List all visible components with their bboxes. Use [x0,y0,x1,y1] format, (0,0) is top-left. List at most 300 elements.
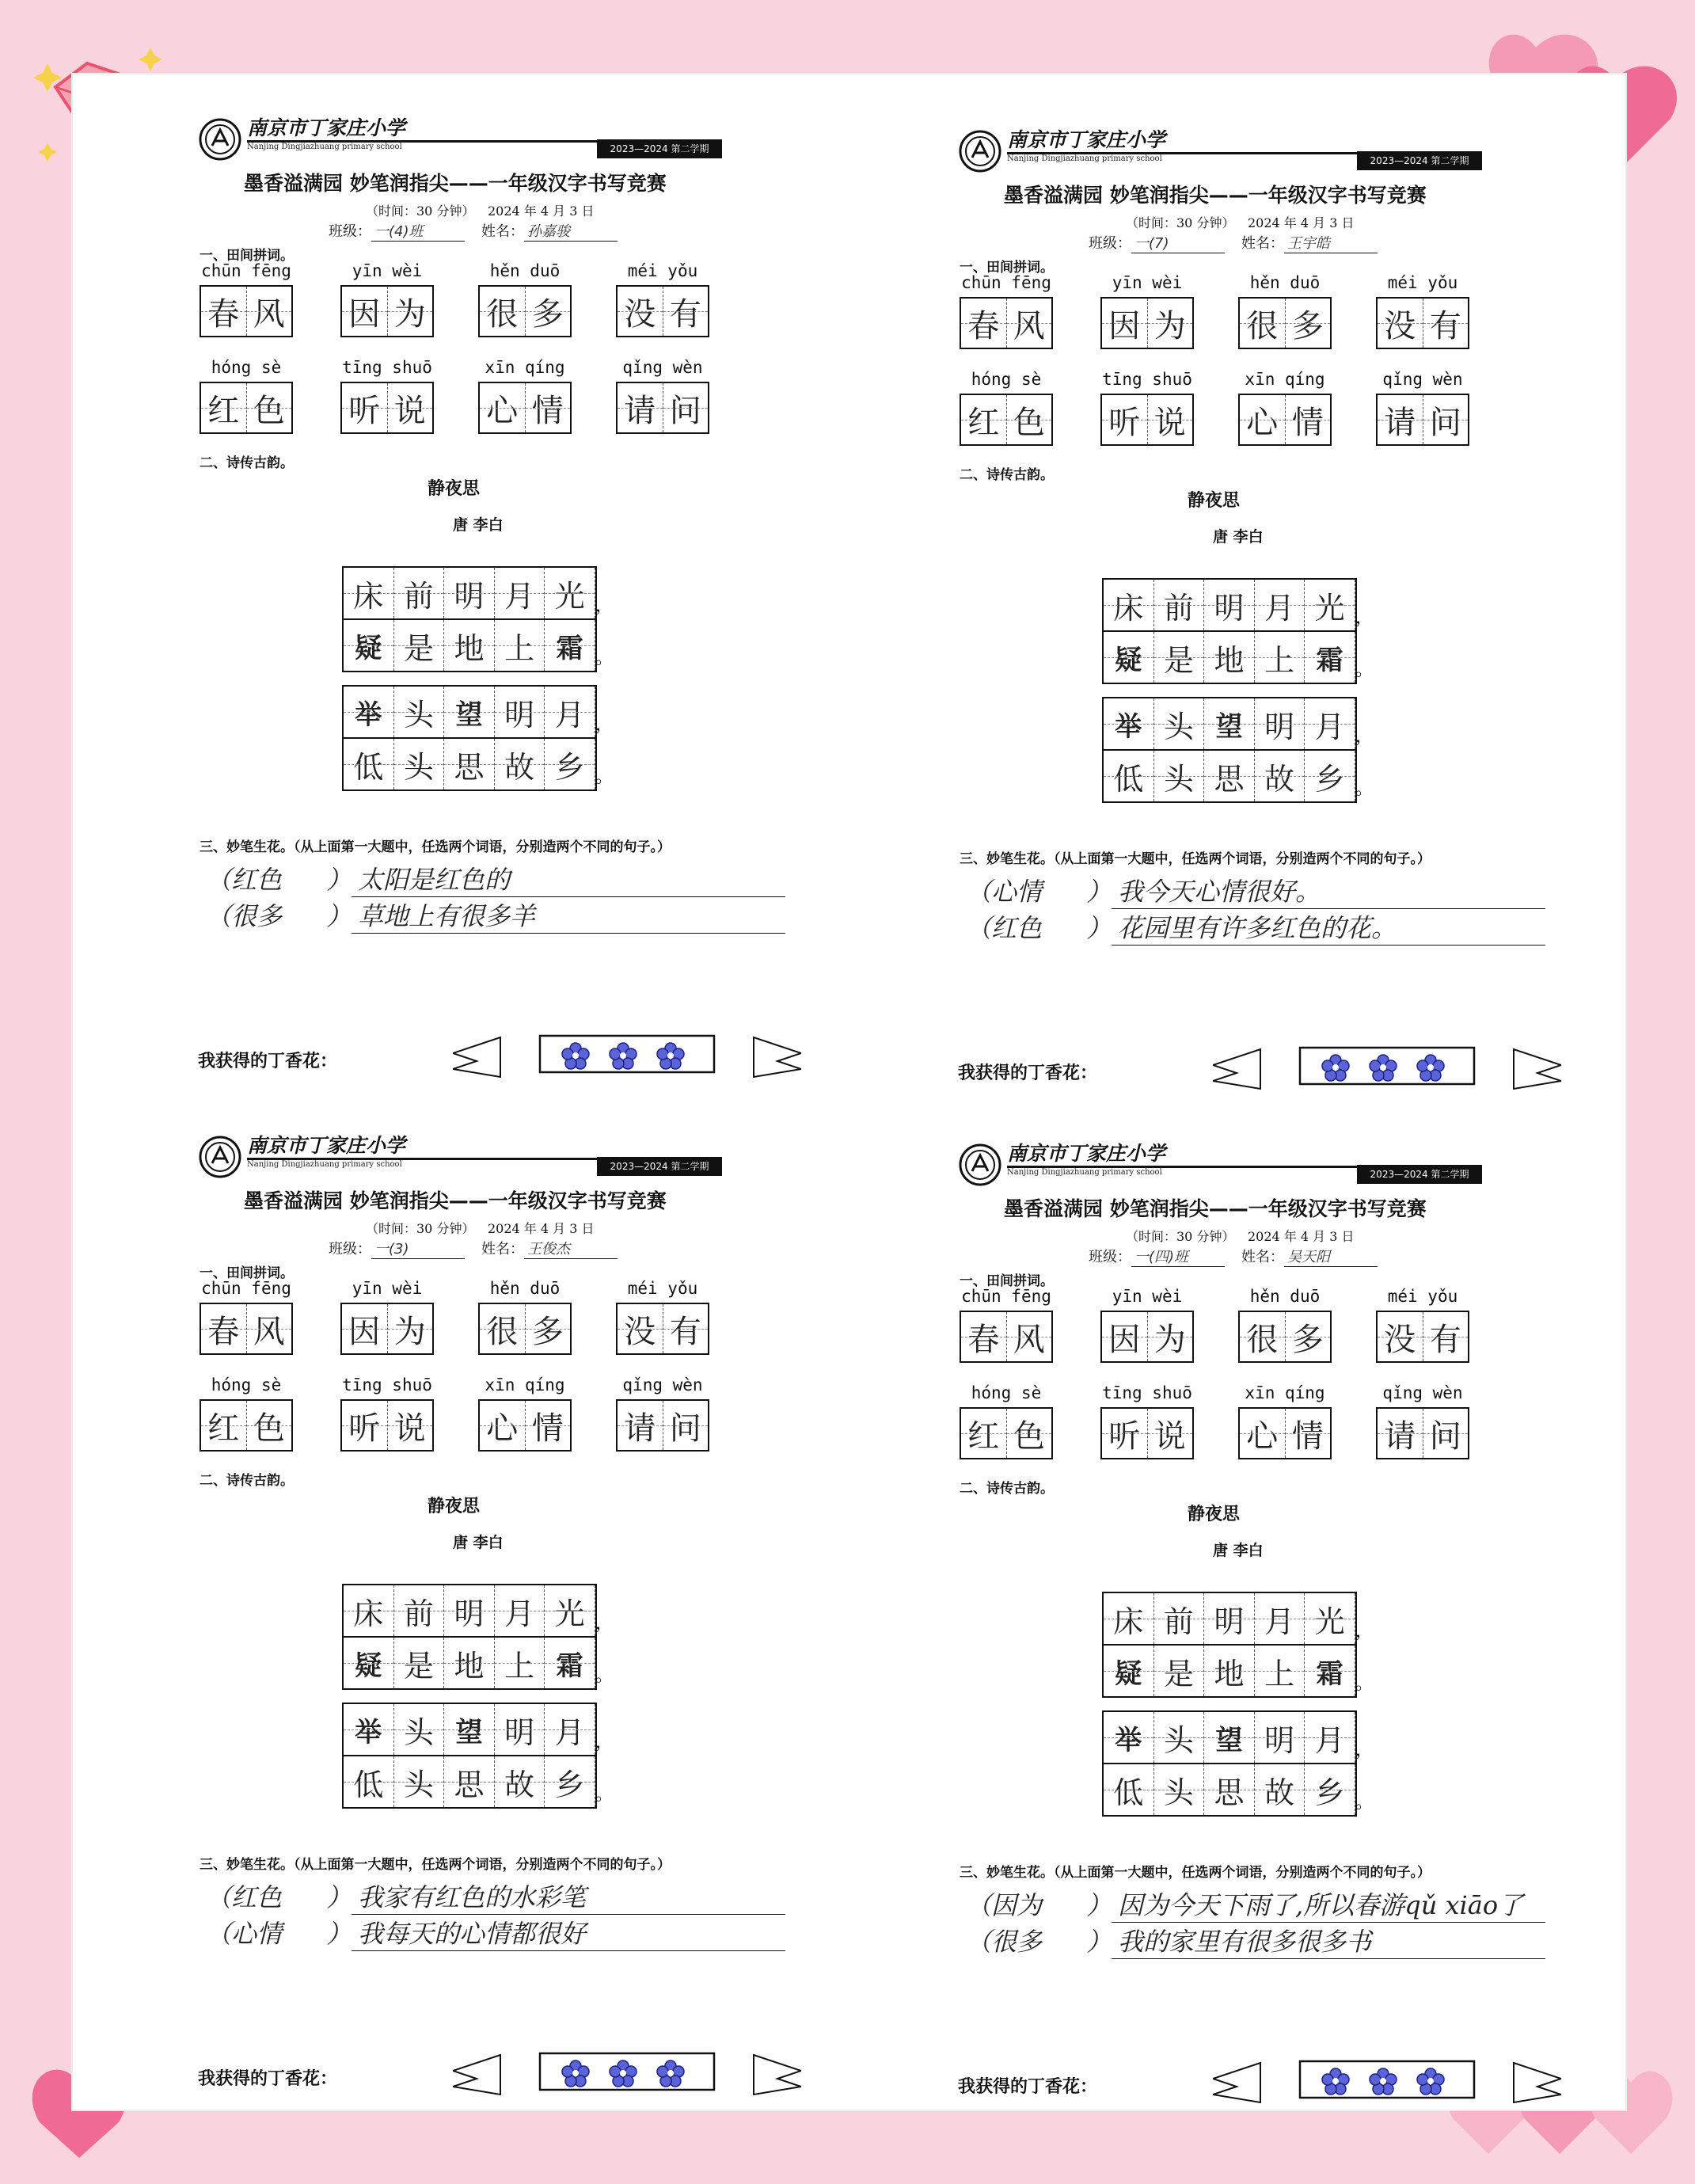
contest-title: 墨香溢满园 妙笔润指尖——一年级汉字书写竞赛 [244,172,667,195]
school-name: 南京市丁家庄小学 [247,116,406,139]
words.3.chars-cell[interactable]: 没 [1378,299,1423,348]
poem-cell[interactable]: 月 [1255,1593,1305,1644]
pinyin-text: qǐng wèn [622,358,703,377]
poem-author: 唐 李白 [1213,528,1264,546]
writing-boxes [478,1303,572,1355]
pinyin-text: méi yǒu [627,1279,698,1298]
writing-boxes [616,1399,709,1452]
date-label: 2024 年 4 月 3 日 [1248,1229,1355,1244]
pinyin-word [1238,1287,1332,1363]
sentence-line: （红色 ） 花园里有许多红色的花。 [966,908,1524,945]
name-label: 姓名： [1241,235,1284,252]
poem-cell[interactable]: 上 [495,620,545,671]
pinyin-word [960,370,1053,446]
pinyin-text: méi yǒu [627,261,698,280]
class-value[interactable]: 一(3) [371,1238,465,1259]
words.4.chars-cell[interactable]: 红 [961,1409,1007,1458]
pinyin-word [1100,273,1194,349]
pinyin-text: méi yǒu [1387,1287,1458,1306]
school-logo-icon [958,129,1002,173]
poem-line [342,1703,613,1756]
poem-cell[interactable]: 明 [495,687,545,737]
class-value[interactable]: 一(4)班 [371,220,465,242]
poem-cell[interactable]: 床 [1104,580,1154,630]
words.4.chars-cell[interactable]: 色 [1007,395,1052,444]
sentence-word[interactable]: 红色 [231,865,283,895]
school-name: 南京市丁家庄小学 [1007,1142,1166,1165]
sentence-line: （很多 ） 草地上有很多羊 [206,896,764,933]
poem-line [1102,1763,1373,1817]
writing-boxes [1376,394,1469,446]
poem-line [342,1755,613,1809]
words.3.chars-cell[interactable]: 没 [1378,1312,1423,1361]
section-3-title: 三、妙笔生花。（从上面第一大题中，任选两个词语，分别造两个不同的句子。） [960,851,1431,867]
poem-cell[interactable]: 故 [495,739,545,790]
words.3.chars-cell[interactable]: 有 [663,287,709,336]
poem-cell[interactable]: 乡 [1305,1764,1355,1815]
words.3.chars-cell[interactable]: 有 [1423,1312,1469,1361]
pinyin-word [340,358,434,434]
poem-cell[interactable]: 头 [1154,1764,1205,1815]
poem-cell[interactable]: 举 [1104,1712,1154,1763]
poem-title: 静夜思 [428,1497,481,1516]
sentence-word[interactable]: 很多 [231,901,283,931]
time-label: （时间：30 分钟） [1126,215,1235,230]
poem-cell[interactable]: 床 [1104,1593,1154,1644]
poem-cell[interactable]: 上 [1255,1646,1305,1696]
poem-punct: 。 [595,1666,613,1686]
pinyin-text: chūn fēng [961,273,1051,292]
sentence-line: （心情 ） 我每天的心情都很好 [206,1914,764,1950]
poem-cell[interactable]: 思 [444,739,495,790]
words.7.chars-cell[interactable]: 问 [1423,1409,1469,1458]
poem-cell[interactable]: 头 [394,687,445,737]
section-2-title: 二、诗传古韵。 [200,455,294,471]
poem-cell[interactable]: 低 [344,1756,394,1807]
poem-cell[interactable]: 床 [344,568,394,618]
poem-punct: 。 [1355,1793,1373,1813]
writing-boxes [200,1399,293,1452]
pinyin-word [960,1383,1053,1459]
poem-cell[interactable]: 明 [1204,580,1255,630]
poem-cell[interactable]: 光 [545,568,595,618]
poem-cell[interactable]: 前 [394,568,445,618]
poem-punct: ， [1355,1622,1373,1642]
pinyin-text: qǐng wèn [1382,1383,1463,1402]
poem-line [342,566,613,620]
poem-cell[interactable]: 是 [394,620,445,671]
poem-cell[interactable]: 月 [1255,580,1305,630]
poem-cell[interactable]: 头 [1154,751,1205,801]
words.6.chars-cell[interactable]: 心 [1240,1409,1286,1458]
words.1.chars-cell[interactable]: 为 [1148,299,1193,348]
worksheet-4 [887,1136,1627,2114]
poem-punct: ， [595,715,613,735]
poem-cell[interactable]: 地 [1204,632,1255,683]
flower-ribbon [1213,1041,1561,1097]
poem-cell[interactable]: 举 [1104,698,1154,749]
words.7.chars-cell[interactable]: 问 [1423,395,1469,444]
writing-boxes [340,285,434,337]
pinyin-word [1100,1287,1194,1363]
poem-cell[interactable]: 明 [1204,1593,1255,1644]
poem-cell[interactable]: 乡 [545,1756,595,1807]
writing-boxes [340,382,434,434]
poem-line [1102,1710,1373,1764]
writing-boxes [960,394,1053,446]
words.2.chars-cell[interactable]: 很 [480,287,526,336]
words.7.chars-cell[interactable]: 请 [618,1401,663,1450]
section-1-title: 一、田间拼词。 [200,1265,294,1281]
words.1.chars-cell[interactable]: 因 [342,1304,388,1353]
class-field [1089,1246,1225,1267]
poem-cell[interactable]: 举 [344,1704,394,1755]
poem-cell[interactable]: 疑 [1104,1646,1154,1696]
name-value[interactable]: 王宇皓 [1284,232,1378,253]
words.5.chars-cell[interactable]: 说 [1148,395,1193,444]
pinyin-word [478,1375,572,1452]
words.4.chars-cell[interactable]: 红 [201,383,247,432]
poem-punct: 。 [595,1785,613,1805]
sentence-text[interactable]: 因为今天下雨了,所以春游qǔ xiāo了 [1112,1885,1545,1923]
words.3.chars-cell[interactable]: 有 [663,1304,709,1353]
words.0.chars-cell[interactable]: 春 [961,299,1007,348]
words.6.chars-cell[interactable]: 情 [1286,1409,1331,1458]
poem-cell[interactable]: 思 [1204,1764,1255,1815]
writing-boxes [1238,1311,1332,1363]
words.0.chars-cell[interactable]: 风 [1007,299,1052,348]
pinyin-text: chūn fēng [961,1287,1051,1306]
poem-cell[interactable]: 上 [1255,632,1305,683]
poem-cell[interactable]: 明 [495,1704,545,1755]
poem-cell[interactable]: 头 [1154,1712,1205,1763]
poem-cell[interactable]: 霜 [1305,1646,1355,1696]
poem-cell[interactable]: 望 [1204,698,1255,749]
words.4.chars-cell[interactable]: 色 [1007,1409,1052,1458]
sentence-text[interactable]: 草地上有很多羊 [352,896,785,934]
poem-line [342,685,613,739]
poem-cell[interactable]: 乡 [545,739,595,790]
words.1.chars-cell[interactable]: 因 [342,287,388,336]
poem-cell[interactable]: 明 [444,568,495,618]
words.5.chars-cell[interactable]: 说 [388,1401,433,1450]
pinyin-text: xīn qíng [1245,1383,1325,1402]
pinyin-text: hóng sè [971,370,1042,389]
school-name-en: Nanjing Dingjiazhuang primary school [1007,154,1162,163]
writing-boxes [1376,1407,1469,1459]
pinyin-text: tīng shuō [1102,370,1192,389]
words.0.chars-cell[interactable]: 风 [1007,1312,1052,1361]
poem-cell[interactable]: 是 [394,1638,445,1688]
poem-cell[interactable]: 前 [394,1585,445,1636]
words.7.chars-cell[interactable]: 问 [663,383,709,432]
sentence-word[interactable]: 很多 [991,1927,1043,1957]
poem-cell[interactable]: 明 [1255,1712,1305,1763]
sentence-word[interactable]: 心情 [231,1919,283,1949]
poem-cell[interactable]: 望 [1204,1712,1255,1763]
poem-cell[interactable]: 疑 [344,1638,394,1688]
poem-cell[interactable]: 低 [1104,751,1154,801]
words.3.chars-cell[interactable]: 有 [1423,299,1469,348]
sentence-text[interactable]: 太阳是红色的 [352,860,785,897]
poem-line [1102,1644,1373,1698]
poem-cell[interactable]: 是 [1154,632,1205,683]
poem-cell[interactable]: 望 [444,687,495,737]
pinyin-word [616,358,709,434]
poem-cell[interactable]: 前 [1154,1593,1205,1644]
poem-cell[interactable]: 思 [1204,751,1255,801]
poem-cell[interactable]: 头 [394,1704,445,1755]
flower-ribbon [453,2047,801,2102]
sentence-text[interactable]: 我的家里有很多很多书 [1112,1922,1545,1959]
poem-punct: 。 [1355,660,1373,680]
words.6.chars-cell[interactable]: 情 [526,1401,571,1450]
class-field [1089,232,1225,253]
poem-cell[interactable]: 月 [545,687,595,737]
writing-boxes [1238,1407,1332,1459]
pinyin-word [1238,273,1332,349]
poem-line [342,1636,613,1690]
poem-cell[interactable]: 地 [444,1638,495,1688]
pinyin-word [616,1279,709,1355]
pinyin-text: hěn duō [489,261,561,280]
poem-cell[interactable]: 光 [1305,1593,1355,1644]
poem-cell[interactable]: 头 [1154,698,1205,749]
sentence-word[interactable]: 心情 [991,877,1043,907]
words.0.chars-cell[interactable]: 风 [247,1304,292,1353]
words.3.chars-cell[interactable]: 没 [618,287,663,336]
pinyin-text: yīn wèi [1112,1287,1183,1306]
school-name: 南京市丁家庄小学 [1007,128,1166,151]
pinyin-word [616,1375,709,1452]
words.5.chars-cell[interactable]: 说 [1148,1409,1193,1458]
poem-cell[interactable]: 月 [545,1704,595,1755]
poem-punct: ， [1355,727,1373,747]
words.0.chars-cell[interactable]: 春 [961,1312,1007,1361]
pinyin-word [1100,1383,1194,1459]
words.7.chars-cell[interactable]: 请 [618,383,663,432]
pinyin-text: hěn duō [1249,1287,1321,1306]
words.1.chars-cell[interactable]: 为 [388,287,433,336]
pinyin-text: hěn duō [1249,273,1321,292]
name-value[interactable]: 王俊杰 [524,1238,618,1259]
poem-punct: ， [1355,608,1373,628]
sentence-line: （红色 ） 太阳是红色的 [206,860,764,896]
pinyin-text: yīn wèi [352,261,423,280]
poem-cell[interactable]: 月 [495,568,545,618]
poem-line [1102,749,1373,803]
name-field [1241,232,1378,253]
time-label: （时间：30 分钟） [1126,1229,1235,1244]
name-value[interactable]: 吴天阳 [1284,1246,1378,1267]
words.5.chars-cell[interactable]: 说 [388,383,433,432]
worksheet-2 [887,123,1627,1101]
term-badge: 2023—2024 第二学期 [597,139,722,158]
section-1-title: 一、田间拼词。 [200,248,294,264]
writing-boxes [1100,1407,1194,1459]
words.1.chars-cell[interactable]: 因 [1102,1312,1148,1361]
words.7.chars-cell[interactable]: 请 [1378,1409,1423,1458]
words.5.chars-cell[interactable]: 听 [1102,1409,1148,1458]
class-label: 班级： [1089,235,1131,252]
words.1.chars-cell[interactable]: 为 [388,1304,433,1353]
writing-boxes [616,285,709,337]
words.6.chars-cell[interactable]: 心 [480,1401,526,1450]
words.2.chars-cell[interactable]: 多 [526,287,571,336]
award-label: 我获得的丁香花： [958,1063,1098,1083]
sentence-text[interactable]: 我今天心情很好。 [1112,872,1545,909]
poem-line [342,1584,613,1638]
words.2.chars-cell[interactable]: 很 [1240,1312,1286,1361]
words.4.chars-cell[interactable]: 红 [961,395,1007,444]
poem-punct: 。 [595,767,613,787]
poem-cell[interactable]: 床 [344,1585,394,1636]
words.2.chars-cell[interactable]: 多 [526,1304,571,1353]
words.0.chars-cell[interactable]: 春 [201,287,247,336]
poem-punct: ， [595,1614,613,1634]
writing-boxes [200,382,293,434]
words.5.chars-cell[interactable]: 听 [342,383,388,432]
sentence-text[interactable]: 花园里有许多红色的花。 [1112,908,1545,946]
pinyin-text: hěn duō [489,1279,561,1298]
sentence-text[interactable]: 我家有红色的水彩笔 [352,1878,785,1915]
poem-cell[interactable]: 光 [1305,580,1355,630]
words.5.chars-cell[interactable]: 听 [1102,395,1148,444]
section-2-title: 二、诗传古韵。 [200,1473,294,1489]
poem-cell[interactable]: 是 [1154,1646,1205,1696]
poem-cell[interactable]: 故 [1255,751,1305,801]
words.6.chars-cell[interactable]: 情 [1286,395,1331,444]
poem-cell[interactable]: 前 [1154,580,1205,630]
words.2.chars-cell[interactable]: 很 [480,1304,526,1353]
writing-boxes [960,297,1053,349]
poem-cell[interactable]: 明 [444,1585,495,1636]
section-2-title: 二、诗传古韵。 [960,1481,1054,1497]
words.2.chars-cell[interactable]: 多 [1286,299,1331,348]
pinyin-text: xīn qíng [1245,370,1325,389]
writing-boxes [340,1399,434,1452]
writing-boxes [1376,1311,1469,1363]
pinyin-word [1100,370,1194,446]
writing-boxes [478,382,572,434]
words.5.chars-cell[interactable]: 听 [342,1401,388,1450]
words.7.chars-cell[interactable]: 请 [1378,395,1423,444]
award-label: 我获得的丁香花： [958,2077,1098,2097]
words.4.chars-cell[interactable]: 色 [247,1401,292,1450]
sentence-word[interactable]: 因为 [991,1890,1043,1920]
flower-ribbon [1213,2055,1561,2110]
time-label: （时间：30 分钟） [366,204,475,219]
words.4.chars-cell[interactable]: 色 [247,383,292,432]
poem-cell[interactable]: 月 [1305,698,1355,749]
poem-cell[interactable]: 疑 [1104,632,1154,683]
writing-boxes [200,1303,293,1355]
pinyin-word [478,358,572,434]
poem-punct: 。 [1355,1674,1373,1694]
poem-cell[interactable]: 霜 [545,1638,595,1688]
school-name-en: Nanjing Dingjiazhuang primary school [247,143,402,151]
pinyin-text: hóng sè [211,1375,282,1394]
date-label: 2024 年 4 月 3 日 [488,1221,595,1236]
words.3.chars-cell[interactable]: 没 [618,1304,663,1353]
name-value[interactable]: 孙嘉骏 [524,220,618,242]
poem-cell[interactable]: 故 [1255,1764,1305,1815]
poem-cell[interactable]: 头 [394,739,445,790]
poem-cell[interactable]: 低 [1104,1764,1154,1815]
words.1.chars-cell[interactable]: 因 [1102,299,1148,348]
poem-cell[interactable]: 疑 [344,620,394,671]
poem-cell[interactable]: 乡 [1305,751,1355,801]
poem-cell[interactable]: 霜 [1305,632,1355,683]
words.0.chars-cell[interactable]: 春 [201,1304,247,1353]
name-label: 姓名： [481,223,524,240]
words.0.chars-cell[interactable]: 风 [247,287,292,336]
poem-line [342,737,613,791]
poem-cell[interactable]: 望 [444,1704,495,1755]
poem-cell[interactable]: 光 [545,1585,595,1636]
school-logo-icon [958,1143,1002,1187]
words.4.chars-cell[interactable]: 红 [201,1401,247,1450]
poem-cell[interactable]: 故 [495,1756,545,1807]
award-label: 我获得的丁香花： [198,1052,338,1071]
date-label: 2024 年 4 月 3 日 [488,204,595,219]
pinyin-word [1376,370,1469,446]
poem-cell[interactable]: 明 [1255,698,1305,749]
poem-cell[interactable]: 上 [495,1638,545,1688]
sentence-word[interactable]: 红色 [231,1882,283,1912]
poem-cell[interactable]: 月 [495,1585,545,1636]
words.2.chars-cell[interactable]: 很 [1240,299,1286,348]
school-name-en: Nanjing Dingjiazhuang primary school [247,1160,402,1169]
sentence-text[interactable]: 我每天的心情都很好 [352,1914,785,1951]
words.6.chars-cell[interactable]: 情 [526,383,571,432]
writing-boxes [960,1311,1053,1363]
words.1.chars-cell[interactable]: 为 [1148,1312,1193,1361]
pinyin-text: yīn wèi [1112,273,1183,292]
poem-cell[interactable]: 举 [344,687,394,737]
poem-cell[interactable]: 霜 [545,620,595,671]
poem-author: 唐 李白 [453,1534,504,1551]
poem-cell[interactable]: 地 [1204,1646,1255,1696]
class-value[interactable]: 一(7) [1131,232,1225,253]
writing-boxes [960,1407,1053,1459]
section-1-title: 一、田间拼词。 [960,1273,1054,1289]
words.7.chars-cell[interactable]: 问 [663,1401,709,1450]
term-badge: 2023—2024 第二学期 [1357,1165,1482,1184]
sentence-line: （很多 ） 我的家里有很多很多书 [966,1922,1524,1958]
class-field [329,1238,465,1259]
pinyin-word [1238,370,1332,446]
poem-line [342,618,613,672]
poem-cell[interactable]: 低 [344,739,394,790]
poem-cell[interactable]: 月 [1305,1712,1355,1763]
poem-cell[interactable]: 思 [444,1756,495,1807]
poem-line [1102,697,1373,751]
name-label: 姓名： [1241,1249,1284,1265]
class-value[interactable]: 一(四)班 [1131,1246,1225,1267]
poem-cell[interactable]: 地 [444,620,495,671]
pinyin-text: tīng shuō [342,1375,432,1394]
poem-cell[interactable]: 头 [394,1756,445,1807]
pinyin-word [616,261,709,337]
sentence-word[interactable]: 红色 [991,913,1043,943]
term-badge: 2023—2024 第二学期 [597,1157,722,1176]
pinyin-text: chūn fēng [201,1279,291,1298]
words.6.chars-cell[interactable]: 心 [480,383,526,432]
words.6.chars-cell[interactable]: 心 [1240,395,1286,444]
date-label: 2024 年 4 月 3 日 [1248,215,1355,230]
words.2.chars-cell[interactable]: 多 [1286,1312,1331,1361]
